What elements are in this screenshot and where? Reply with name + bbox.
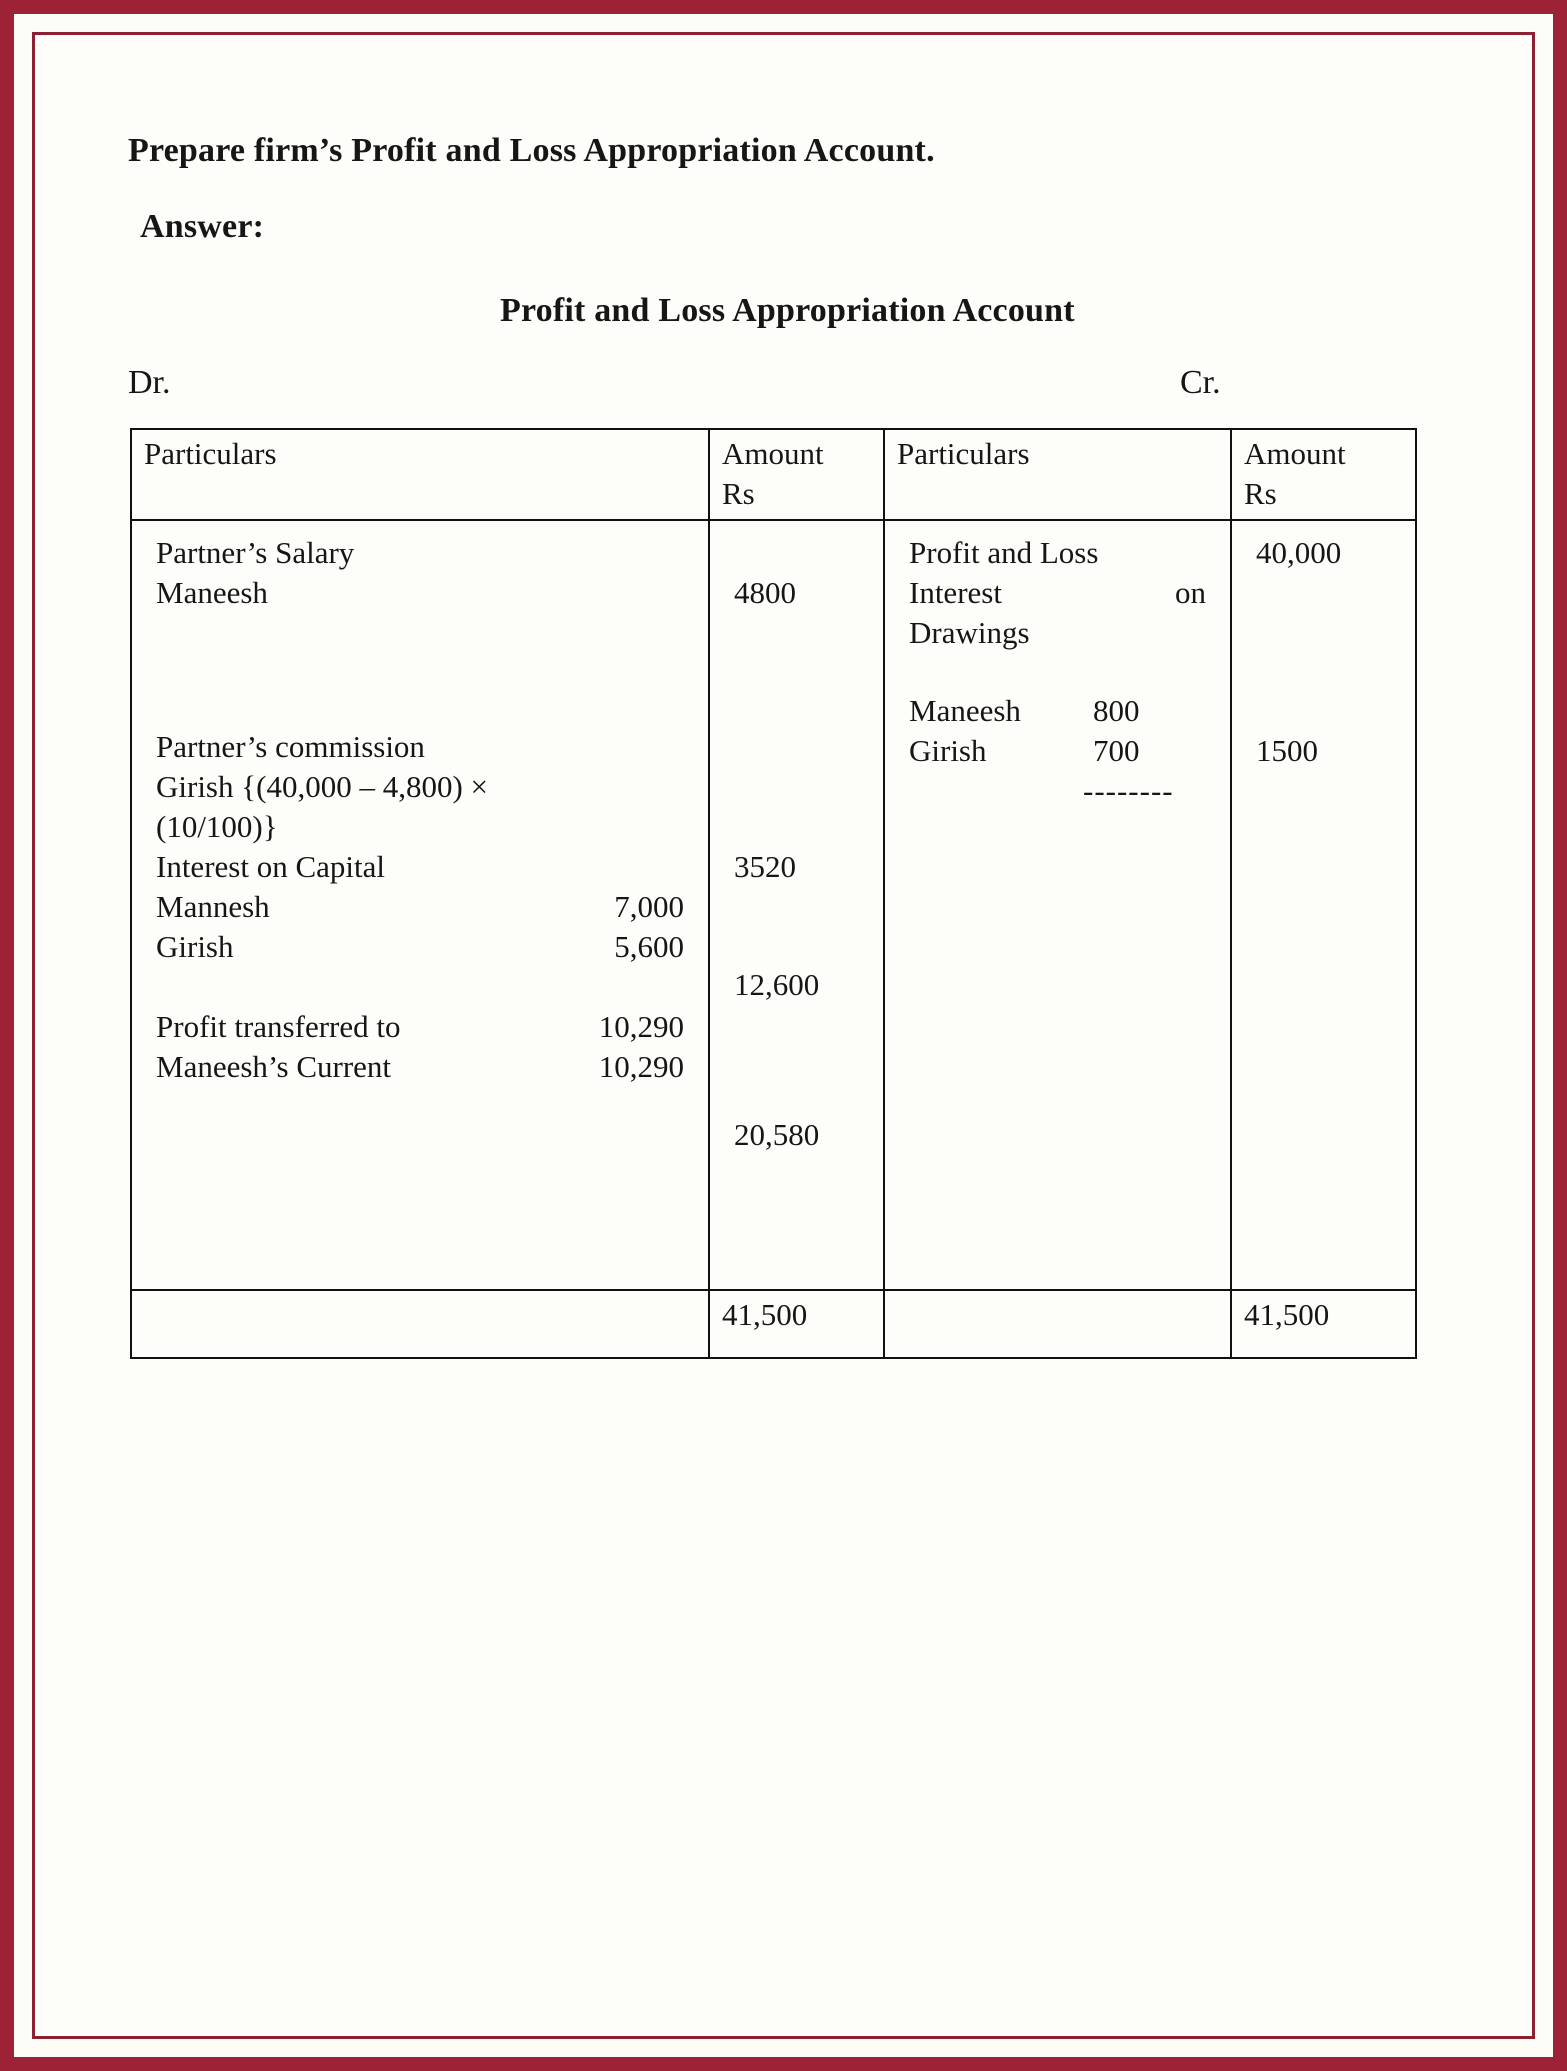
debit-side-label: Dr.	[128, 364, 171, 401]
header-amount-debit-text: Amount	[722, 436, 824, 471]
credit-entry-inner-amount-4: 700	[1093, 732, 1140, 768]
debit-entry-row-6	[156, 887, 684, 927]
debit-amount-8: 12,600	[734, 966, 820, 1002]
total-debit-cell	[709, 1290, 884, 1358]
credit-entry-label-2: Drawings	[909, 614, 1030, 650]
header-amount-credit-text: Amount	[1244, 436, 1346, 471]
total-debit-amount: 41,500	[722, 1296, 808, 1332]
credit-entry-label-4: Girish	[909, 732, 987, 768]
debit-amount-5: 3520	[734, 848, 796, 884]
debit-entry-label-4: (10/100)}	[156, 808, 278, 844]
credit-entry-label-3: Maneesh	[909, 692, 1021, 728]
debit-particulars-cell	[131, 520, 709, 1290]
answer-label: Answer:	[140, 208, 265, 245]
table-header-row	[131, 429, 1416, 520]
credit-entry-label-1: Interest	[909, 574, 1002, 610]
header-amount-credit	[1231, 429, 1416, 520]
debit-entry-row-7	[156, 927, 684, 967]
debit-entry-inner-amount-7: 5,600	[614, 928, 684, 964]
debit-amount-cell	[709, 520, 884, 1290]
debit-entry-label-6: Mannesh	[156, 888, 270, 924]
total-credit-amount: 41,500	[1244, 1296, 1330, 1332]
header-particulars-debit	[131, 429, 709, 520]
credit-entry-inner-amount-3: 800	[1093, 692, 1140, 728]
header-particulars-credit-text: Particulars	[897, 436, 1030, 471]
credit-amount-0: 40,000	[1256, 534, 1342, 570]
debit-entry-label-2: Partner’s commission	[156, 728, 425, 764]
header-particulars-debit-text: Particulars	[144, 436, 277, 471]
credit-particulars-cell	[884, 520, 1231, 1290]
table-total-row	[131, 1290, 1416, 1358]
debit-entry-label-0: Partner’s Salary	[156, 534, 355, 570]
profit-loss-appropriation-table	[130, 428, 1417, 1359]
debit-entry-label-3: Girish {(40,000 – 4,800) ×	[156, 768, 489, 804]
credit-amount-4: 1500	[1256, 732, 1318, 768]
debit-entry-label-9: Profit transferred to	[156, 1008, 401, 1044]
debit-amount-1: 4800	[734, 574, 796, 610]
credit-entry-row-1	[909, 573, 1206, 613]
credit-entry-label-0: Profit and Loss	[909, 534, 1099, 570]
account-title: Profit and Loss Appropriation Account	[500, 292, 1075, 329]
debit-entry-label-1: Maneesh	[156, 574, 268, 610]
credit-amount-cell	[1231, 520, 1416, 1290]
total-credit-cell	[1231, 1290, 1416, 1358]
debit-entry-row-9	[156, 1007, 684, 1047]
debit-entry-inner-amount-10: 10,290	[598, 1048, 684, 1084]
debit-entry-label-5: Interest on Capital	[156, 848, 385, 884]
credit-side-label: Cr.	[1180, 364, 1221, 401]
header-amount-debit	[709, 429, 884, 520]
debit-entry-row-10	[156, 1047, 684, 1087]
table-body-row	[131, 520, 1416, 1290]
total-label-credit-cell	[884, 1290, 1231, 1358]
credit-entry-label-1-right: on	[1175, 574, 1206, 610]
debit-entry-label-7: Girish	[156, 928, 234, 964]
header-particulars-credit	[884, 429, 1231, 520]
debit-entry-inner-amount-6: 7,000	[614, 888, 684, 924]
total-label-debit-cell	[131, 1290, 709, 1358]
question-prompt: Prepare firm’s Profit and Loss Appropriation Account.	[128, 132, 935, 169]
header-amount-debit-currency: Rs	[722, 476, 755, 512]
header-amount-credit-currency: Rs	[1244, 476, 1277, 512]
debit-entry-label-10: Maneesh’s Current	[156, 1048, 392, 1084]
credit-subtotal-dash-line: --------	[1083, 772, 1174, 808]
debit-entry-inner-amount-9: 10,290	[598, 1008, 684, 1044]
debit-amount-11: 20,580	[734, 1116, 820, 1152]
